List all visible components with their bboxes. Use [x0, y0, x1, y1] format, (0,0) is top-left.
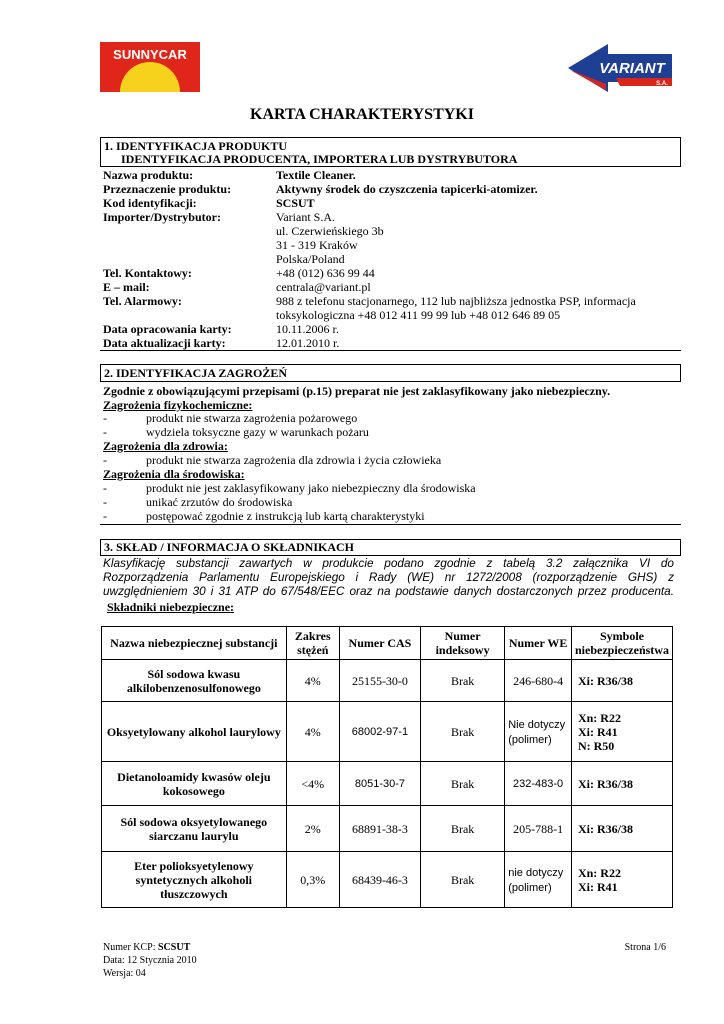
env-dash-2: - [103, 509, 107, 523]
table-row [102, 806, 673, 852]
section3-para-line-0: Klasyfikację substancji zawartych w produkcie podano zgodnie z tabelą 3.2 załącznika VI do [103, 556, 674, 570]
cell-name: Sól sodowa kwasu alkilobenzenosulfonowego [102, 660, 287, 702]
cell-index: Brak [420, 762, 504, 806]
value-code: SCSUT [276, 196, 315, 210]
physchem-item-1: wydziela toksyczne gazy w warunkach pożaru [146, 425, 369, 439]
section3-paragraph [103, 556, 674, 598]
address-country: Polska/Poland [276, 252, 345, 266]
table-row [102, 660, 673, 702]
cell-name: Sól sodowa oksyetylowanego siarczanu laurylu [102, 806, 287, 852]
label-purpose: Przeznaczenie produktu: [103, 182, 232, 196]
we-value: Nie dotyczy (polimer) [508, 718, 566, 746]
section3-para-line-1: Rozporządzenia Parlamentu Europejskiego i Rady (WE) nr 1272/2008 (rozporządzenie GHS) z [103, 570, 674, 584]
value-product-name: Textile Cleaner. [276, 168, 356, 182]
cell-concentration: 4% [286, 702, 339, 762]
footer-date: Data: 12 Stycznia 2010 [103, 955, 197, 966]
symbol: Xn: R22 [577, 865, 621, 880]
cell-we [505, 852, 572, 908]
label-code: Kod identyfikacji: [103, 196, 197, 210]
value-importer: Variant S.A. [276, 210, 335, 224]
footer-kcp-label: Numer KCP: [103, 942, 158, 953]
label-email: E – mail: [103, 280, 150, 294]
label-alarm: Tel. Alarmowy: [103, 294, 182, 308]
cell-index: Brak [420, 806, 504, 852]
variant-logo-text: VARIANT [599, 60, 665, 77]
address-city: 31 - 319 Kraków [276, 238, 358, 252]
cell-concentration: 2% [286, 806, 339, 852]
cell-index: Brak [420, 852, 504, 908]
cell-name: Dietanoloamidy kwasów oleju kokosowego [102, 762, 287, 806]
physchem-item-0: produkt nie stwarza zagrożenia pożarowego [146, 411, 358, 425]
value-purpose: Aktywny środek do czyszczenia tapicerki-atomizer. [276, 182, 538, 196]
table-row [102, 702, 673, 762]
cell-symbols [571, 806, 672, 852]
footer-page-number: Strona 1/6 [624, 942, 666, 953]
section3-para-line-2: uwzględnieniem 30 i 31 ATP do 67/548/EEC oraz na podstawie danych dostarczonych przez producenta. [103, 584, 674, 598]
cell-cas [339, 762, 420, 806]
cell-symbols [571, 660, 672, 702]
symbol: Xi: R36/38 [577, 821, 633, 836]
address-street: ul. Czerwieńskiego 3b [276, 224, 384, 238]
footer-version: Wersja: 04 [103, 968, 146, 979]
value-alarm-line1: 988 z telefonu stacjonarnego, 112 lub najbliższa jednostka PSP, informacja [276, 294, 636, 308]
cell-concentration: 0,3% [286, 852, 339, 908]
health-item-0: produkt nie stwarza zagrożenia dla zdrowia i życia człowieka [146, 453, 442, 467]
label-importer: Importer/Dystrybutor: [103, 210, 221, 224]
section1-subheading: IDENTYFIKACJA PRODUCENTA, IMPORTERA LUB DYSTRYBUTORA [121, 152, 518, 166]
section2-divider [100, 524, 681, 525]
cell-cas: 25155-30-0 [339, 660, 420, 702]
we-value: 232-483-0 [513, 778, 564, 790]
env-title: Zagrożenia dla środowiska: [103, 467, 245, 481]
label-date-updated: Data aktualizacji karty: [103, 336, 226, 350]
footer-kcp-value: SCSUT [158, 942, 191, 953]
header-name: Nazwa niebezpiecznej substancji [102, 627, 287, 660]
cell-we: 246-680-4 [505, 660, 572, 702]
section2-intro: Zgodnie z obowiązującymi przepisami (p.15) preparat nie jest zaklasyfikowany jako niebezpieczny. [103, 384, 611, 398]
symbol: Xi: R36/38 [577, 776, 633, 791]
table-row [102, 762, 673, 806]
header-concentration: Zakres stężeń [286, 627, 339, 660]
cell-cas: 68439-46-3 [339, 852, 420, 908]
symbol: Xi: R36/38 [577, 673, 633, 688]
env-item-0: produkt nie jest zaklasyfikowany jako niebezpieczny dla środowiska [146, 481, 476, 495]
header-symbols: Symbole niebezpieczeństwa [571, 627, 672, 660]
cell-symbols [571, 702, 672, 762]
header-index: Numer indeksowy [420, 627, 504, 660]
section1-heading: 1. IDENTYFIKACJA PRODUKTU [104, 139, 288, 153]
env-dash-0: - [103, 481, 107, 495]
cell-name: Oksyetylowany alkohol laurylowy [102, 702, 287, 762]
env-dash-1: - [103, 495, 107, 509]
variant-logo [560, 40, 680, 96]
label-phone: Tel. Kontaktowy: [103, 266, 192, 280]
cell-index: Brak [420, 702, 504, 762]
table-row [102, 852, 673, 908]
cell-cas [339, 702, 420, 762]
env-item-1: unikać zrzutów do środowiska [146, 495, 293, 509]
physchem-dash-0: - [103, 411, 107, 425]
we-value: nie dotyczy (polimer) [508, 866, 564, 894]
cell-we [505, 702, 572, 762]
sunnycar-logo-text: SUNNYCAR [113, 47, 187, 62]
cell-symbols [571, 762, 672, 806]
header-we: Numer WE [505, 627, 572, 660]
section2-heading: 2. IDENTYFIKACJA ZAGROŻEŃ [104, 366, 288, 380]
components-title: Składniki niebezpieczne: [107, 600, 235, 614]
physchem-title: Zagrożenia fizykochemiczne: [103, 398, 253, 412]
components-table [101, 626, 673, 908]
value-date-created: 10.11.2006 r. [276, 322, 339, 336]
cas-value: 8051-30-7 [354, 778, 406, 790]
label-product-name: Nazwa produktu: [103, 168, 194, 182]
cell-concentration: <4% [286, 762, 339, 806]
cell-index: Brak [420, 660, 504, 702]
value-alarm-line2: toksykologiczna +48 012 411 99 99 lub +48 012 646 89 05 [276, 308, 561, 322]
cell-concentration: 4% [286, 660, 339, 702]
cell-cas: 68891-38-3 [339, 806, 420, 852]
label-date-created: Data opracowania karty: [103, 322, 232, 336]
table-header-row [102, 627, 673, 660]
cas-value: 68002-97-1 [351, 726, 409, 738]
section1-divider [100, 350, 681, 351]
health-dash-0: - [103, 453, 107, 467]
value-email[interactable]: centrala@variant.pl [276, 280, 371, 294]
section3-heading: 3. SKŁAD / INFORMACJA O SKŁADNIKACH [104, 540, 355, 554]
cell-we [505, 762, 572, 806]
health-title: Zagrożenia dla zdrowia: [103, 439, 228, 453]
symbol: Xi: R41 [577, 724, 618, 739]
symbol: Xi: R41 [577, 879, 618, 894]
cell-symbols [571, 852, 672, 908]
cell-name: Eter polioksyetylenowy syntetycznych alkoholi tłuszczowych [102, 852, 287, 908]
page-title: KARTA CHARAKTERYSTYKI [250, 106, 474, 123]
cell-we: 205-788-1 [505, 806, 572, 852]
sunnycar-logo [100, 42, 200, 92]
symbol: N: R50 [577, 738, 615, 753]
value-phone: +48 (012) 636 99 44 [276, 266, 375, 280]
variant-logo-sub: S.A. [656, 81, 668, 87]
footer-kcp [103, 942, 190, 954]
physchem-dash-1: - [103, 425, 107, 439]
env-item-2: postępować zgodnie z instrukcją lub kartą charakterystyki [146, 509, 425, 523]
header-cas: Numer CAS [339, 627, 420, 660]
symbol: Xn: R22 [577, 710, 621, 725]
value-date-updated: 12.01.2010 r. [276, 336, 340, 350]
